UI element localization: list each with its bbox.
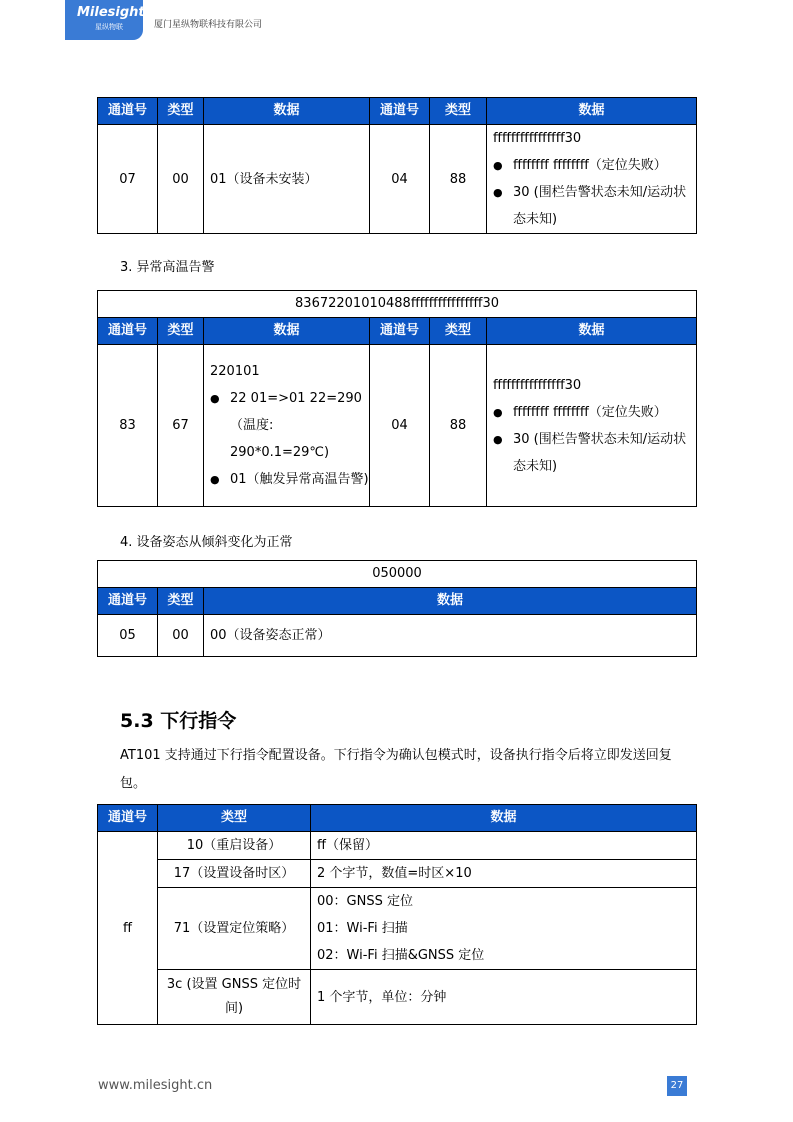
raw-payload: 050000 [98, 561, 697, 588]
cell-type: 00 [158, 125, 204, 234]
cell-channel: 04 [370, 125, 430, 234]
cell-type: 3c (设置 GNSS 定位时间) [158, 970, 311, 1025]
company-logo [65, 0, 143, 40]
header-channel: 通道号 [98, 805, 158, 832]
bullet-item: ● 30 (围栏告警状态未知/运动状态未知) [493, 179, 696, 233]
header-type: 类型 [158, 588, 204, 615]
table-header-row [98, 588, 697, 615]
table-row [98, 970, 697, 1025]
cell-type: 10（重启设备） [158, 832, 311, 860]
data-line: 02：Wi-Fi 扫描&GNSS 定位 [317, 948, 485, 963]
header-type: 类型 [158, 98, 204, 125]
data-line: ffffffffffffffff30 [493, 377, 582, 393]
company-name: 厦门星纵物联科技有限公司 [154, 20, 263, 30]
section-heading-5-3: 5.3 下行指令 [120, 710, 237, 732]
cell-data [487, 345, 697, 507]
raw-payload-row [98, 561, 697, 588]
data-line: ffffffffffffffff30 [493, 131, 582, 146]
bullet-item: ● 30 (围栏告警状态未知/运动状态未知) [493, 426, 696, 480]
bullet-item: ● ffffffff ffffffff（定位失败） [493, 399, 696, 426]
bullet-icon: ● [493, 159, 503, 172]
table-header-row [98, 805, 697, 832]
cell-data: 01（设备未安装） [204, 125, 370, 234]
bullet-item: ● 01（触发异常高温告警) [210, 466, 369, 493]
bullet-icon: ● [493, 432, 503, 446]
cell-data: 00（设备姿态正常） [204, 615, 697, 657]
table-row [98, 888, 697, 970]
header-data: 数据 [204, 588, 697, 615]
header-channel: 通道号 [370, 98, 430, 125]
header-data: 数据 [311, 805, 697, 832]
header-channel: 通道号 [98, 588, 158, 615]
page-number: 27 [667, 1076, 687, 1096]
data-line: 01：Wi-Fi 扫描 [317, 921, 408, 936]
bullet-icon: ● [493, 186, 503, 199]
cell-data [204, 345, 370, 507]
table-header-row [98, 98, 697, 125]
section-heading-3: 3. 异常高温告警 [120, 260, 215, 275]
cell-type: 71（设置定位策略） [158, 888, 311, 970]
header-data: 数据 [204, 318, 370, 345]
table-row [98, 615, 697, 657]
raw-payload: 83672201010488ffffffffffffffff30 [98, 291, 697, 318]
header-channel: 通道号 [98, 98, 158, 125]
table-header-row [98, 318, 697, 345]
data-line: 220101 [210, 364, 260, 379]
logo-subtext: 星纵物联 [95, 23, 123, 31]
header-channel: 通道号 [98, 318, 158, 345]
cell-type: 88 [430, 345, 487, 507]
cell-type: 00 [158, 615, 204, 657]
table-posture-normal [97, 560, 697, 657]
header-channel: 通道号 [370, 318, 430, 345]
bullet-icon: ● [493, 405, 503, 419]
header-data: 数据 [487, 318, 697, 345]
cell-data [311, 888, 697, 970]
section-heading-4: 4. 设备姿态从倾斜变化为正常 [120, 535, 293, 550]
table-row [98, 125, 697, 234]
cell-data: ff（保留） [311, 832, 697, 860]
cell-channel: 83 [98, 345, 158, 507]
cell-type: 88 [430, 125, 487, 234]
footer-url: www.milesight.cn [98, 1078, 213, 1093]
cell-type: 17（设置设备时区） [158, 860, 311, 888]
cell-channel: 05 [98, 615, 158, 657]
cell-data [487, 125, 697, 234]
header-data: 数据 [204, 98, 370, 125]
cell-channel: ff [98, 832, 158, 1025]
cell-channel: 07 [98, 125, 158, 234]
section-paragraph: AT101 支持通过下行指令配置设备。下行指令为确认包模式时，设备执行指令后将立即发送回复包。 [120, 748, 672, 791]
bullet-item: ● 22 01=>01 22=290 （温度: 290*0.1=29℃) [210, 385, 369, 466]
header-type: 类型 [430, 98, 487, 125]
header-type: 类型 [158, 318, 204, 345]
header-type: 类型 [430, 318, 487, 345]
bullet-icon: ● [210, 473, 220, 486]
cell-data: 2 个字节，数值=时区×10 [311, 860, 697, 888]
table-high-temp-alarm [97, 290, 697, 507]
cell-type: 67 [158, 345, 204, 507]
table-downlink-commands [97, 804, 697, 1025]
bullet-item: ● ffffffff ffffffff（定位失败） [493, 152, 696, 179]
raw-payload-row [98, 291, 697, 318]
table-row [98, 345, 697, 507]
table-location-failed [97, 97, 697, 234]
header-data: 数据 [487, 98, 697, 125]
bullet-icon: ● [210, 392, 220, 405]
table-row [98, 860, 697, 888]
data-line: 00：GNSS 定位 [317, 894, 413, 909]
header-type: 类型 [158, 805, 311, 832]
cell-data: 1 个字节，单位：分钟 [311, 970, 697, 1025]
cell-channel: 04 [370, 345, 430, 507]
logo-text: Milesight [77, 5, 145, 20]
table-row [98, 832, 697, 860]
